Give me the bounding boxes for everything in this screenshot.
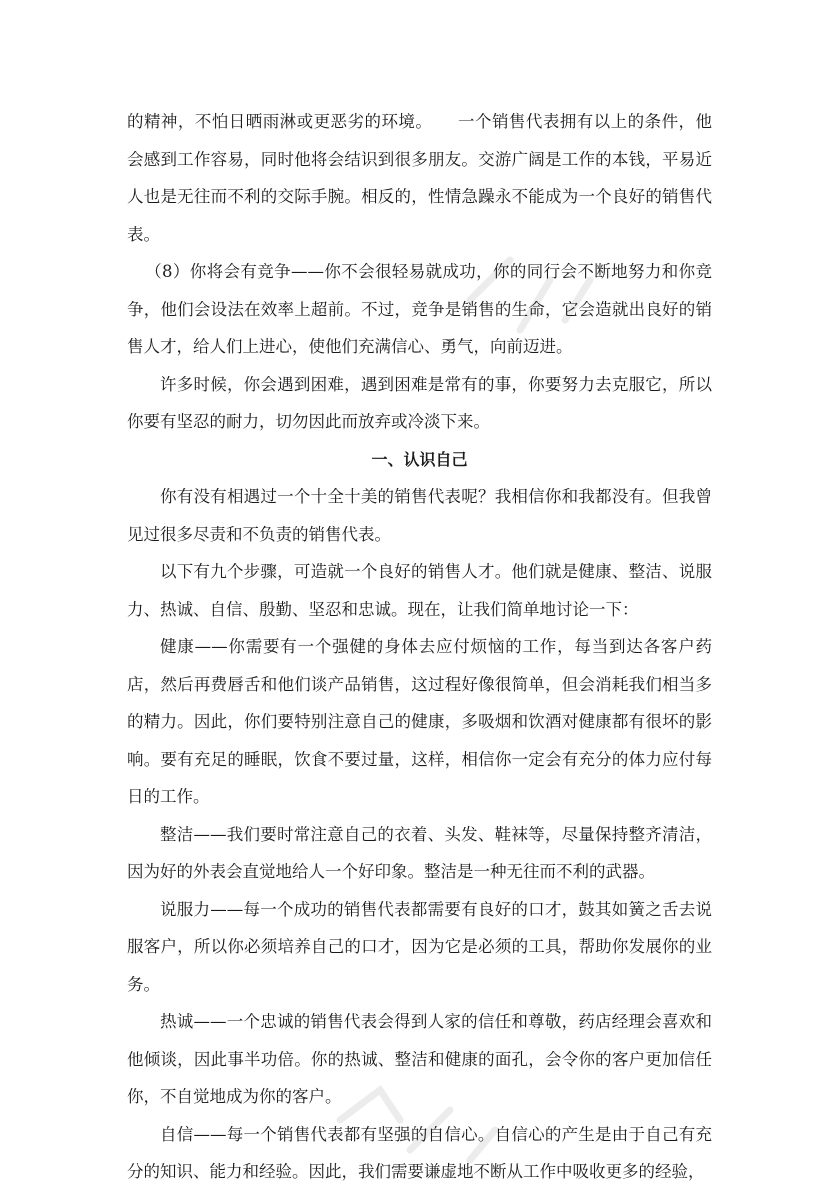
paragraph: 热诚——一个忠诚的销售代表会得到人家的信任和尊敬，药店经理会喜欢和他倾谈，因此事半功倍。你的热诚、整洁和健康的面孔，会令你的客户更加信任你，不自觉地成为你的客户。 xyxy=(127,1012,712,1106)
document-body xyxy=(127,103,712,1191)
paragraph: 你有没有相遇过一个十全十美的销售代表呢？我相信你和我都没有。但我曾见过很多尽责和不负责的销售代表。 xyxy=(127,487,712,544)
paragraph: 的精神，不怕日晒雨淋或更恶劣的环境。 一个销售代表拥有以上的条件，他会感到工作容易，同时他将会结识到很多朋友。交游广阔是工作的本钱，平易近人也是无往而不利的交际手腕。相反的，性情急躁永不能成为一个良好的销售代表。 xyxy=(127,112,712,244)
section-heading: 一、认识自己 xyxy=(371,449,468,469)
paragraph: 说服力——每一个成功的销售代表都需要有良好的口才，鼓其如簧之舌去说服客户，所以你必须培养自己的口才，因为它是必须的工具，帮助你发展你的业务。 xyxy=(127,899,712,994)
paragraph: 健康——你需要有一个强健的身体去应付烦恼的工作，每当到达各客户药店，然后再费唇舌和他们谈产品销售，这过程好像很简单，但会消耗我们相当多的精力。因此，你们要特别注意自己的健康，多吸烟和饮酒对健康都有很坏的影响。要有充足的睡眠，饮食不要过量，这样，相信你一定会有充分的体力应付每日的工作。 xyxy=(127,637,712,806)
paragraph: 以下有九个步骤，可造就一个良好的销售人才。他们就是健康、整洁、说服力、热诚、自信、殷勤、坚忍和忠诚。现在，让我们简单地讨论一下： xyxy=(127,562,712,619)
paragraph: 整洁——我们要时常注意自己的衣着、头发、鞋袜等，尽量保持整齐清洁，因为好的外表会直觉地给人一个好印象。整洁是一种无往而不利的武器。 xyxy=(127,824,712,881)
paragraph: 自信——每一个销售代表都有坚强的自信心。自信心的产生是由于自己有充分的知识、能力和经验。因此，我们需要谦虚地不断从工作中吸收更多的经验， xyxy=(127,1124,712,1181)
paragraph: （8）你将会有竞争——你不会很轻易就成功，你的同行会不断地努力和你竞争，他们会设法在效率上超前。不过，竞争是销售的生命，它会造就出良好的销售人才，给人们上进心，使他们充满信心、勇气，向前迈进。 xyxy=(127,262,712,356)
paragraph: 许多时候，你会遇到困难，遇到困难是常有的事，你要努力去克服它，所以你要有坚忍的耐力，切勿因此而放弃或冷淡下来。 xyxy=(127,374,712,431)
